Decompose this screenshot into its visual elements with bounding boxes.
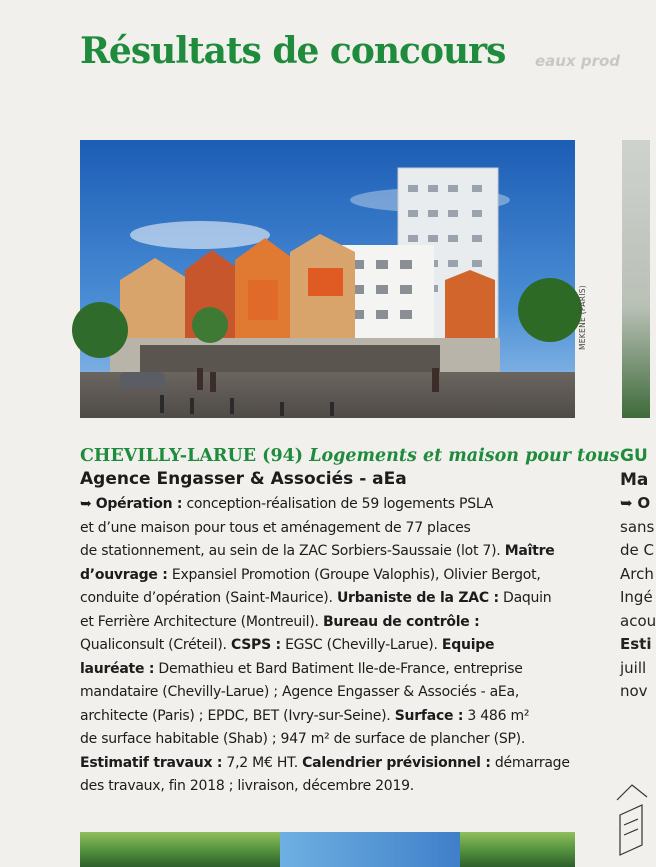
text-line: de surface habitable (Shab) ; 947 m² de surface de plancher (SP). bbox=[80, 731, 526, 747]
label-csps: CSPS : bbox=[230, 637, 281, 653]
label-laureate: lauréate : bbox=[80, 660, 155, 677]
adjacent-line: sans bbox=[620, 517, 655, 536]
next-photo-sky bbox=[280, 832, 460, 867]
label-estimatif: Estimatif travaux : bbox=[80, 754, 223, 771]
adjacent-line: nov bbox=[620, 682, 648, 700]
text-line: de stationnement, au sein de la ZAC Sorbiers-Saussaie (lot 7). bbox=[80, 543, 505, 559]
adjacent-headline: GU bbox=[620, 446, 648, 466]
text-line: 7,2 M€ HT. bbox=[222, 754, 303, 771]
rendering-illustration bbox=[80, 140, 575, 418]
article-subject: Logements et maison pour tous bbox=[309, 446, 620, 466]
article-location: CHEVILLY-LARUE (94) bbox=[80, 446, 304, 466]
adjacent-line: juill bbox=[620, 658, 647, 677]
text-line: 3 486 m² bbox=[463, 707, 530, 724]
arrow-icon: ➥ bbox=[620, 494, 633, 512]
text-line: EGSC (Chevilly-Larue). bbox=[280, 637, 442, 653]
adjacent-line: Ingé bbox=[620, 588, 653, 606]
text-line: Daquin bbox=[498, 590, 552, 606]
text-line: conduite d’opération (Saint-Maurice). bbox=[80, 590, 337, 606]
text-line: et Ferrière Architecture (Montreuil). bbox=[80, 613, 323, 630]
label-operation: Opération : bbox=[95, 496, 183, 512]
article-body bbox=[80, 493, 580, 799]
adjacent-line: acou bbox=[620, 611, 656, 630]
arrow-icon: ➥ bbox=[80, 496, 92, 512]
adjacent-line: Arch bbox=[620, 564, 654, 583]
text-line: mandataire (Chevilly-Larue) ; Agence Engasser & Associés - aEa, bbox=[80, 684, 520, 700]
show-through-heading: eaux prod bbox=[535, 52, 621, 70]
label-urbaniste: Urbaniste de la ZAC : bbox=[336, 590, 499, 606]
text-line: Expansiel Promotion (Groupe Valophis), Olivier Bergot, bbox=[167, 566, 541, 583]
text-line: des travaux, fin 2018 ; livraison, décembre 2019. bbox=[80, 778, 414, 794]
article-architect: Agence Engasser & Associés - aEa bbox=[80, 469, 407, 489]
adjacent-subhead: Ma bbox=[620, 469, 649, 490]
text-line: et d’une maison pour tous et aménagement de 77 places bbox=[80, 519, 471, 536]
label-surface: Surface : bbox=[394, 707, 464, 724]
sketch-illustration bbox=[612, 775, 650, 867]
label-bureau-controle: Bureau de contrôle : bbox=[322, 613, 480, 630]
article-headline bbox=[80, 445, 620, 467]
adjacent-label: O bbox=[637, 494, 651, 512]
text-line: architecte (Paris) ; EPDC, BET (Ivry-sur-Seine). bbox=[80, 707, 395, 724]
adjacent-column-photo bbox=[622, 140, 650, 418]
project-rendering-image bbox=[80, 140, 575, 418]
next-article-photo bbox=[80, 832, 575, 867]
label-calendrier: Calendrier prévisionnel : bbox=[302, 754, 491, 771]
photo-credit: MEKENE (PARIS) bbox=[578, 284, 587, 350]
label-maitre: Maître bbox=[504, 543, 555, 559]
text-line: Qualiconsult (Créteil). bbox=[80, 637, 231, 653]
adjacent-column-text bbox=[620, 445, 656, 704]
page-title: Résultats de concours bbox=[80, 30, 506, 72]
text-operation: conception-réalisation de 59 logements PSLA bbox=[182, 496, 494, 512]
label-ouvrage: d’ouvrage : bbox=[80, 566, 168, 583]
adjacent-label: Esti bbox=[620, 635, 652, 653]
competition-article bbox=[80, 445, 620, 799]
text-line: Demathieu et Bard Batiment Ile-de-France, entreprise bbox=[154, 660, 523, 677]
adjacent-line: de C bbox=[620, 541, 654, 559]
label-equipe: Equipe bbox=[441, 637, 495, 653]
text-line: démarrage bbox=[490, 754, 570, 771]
